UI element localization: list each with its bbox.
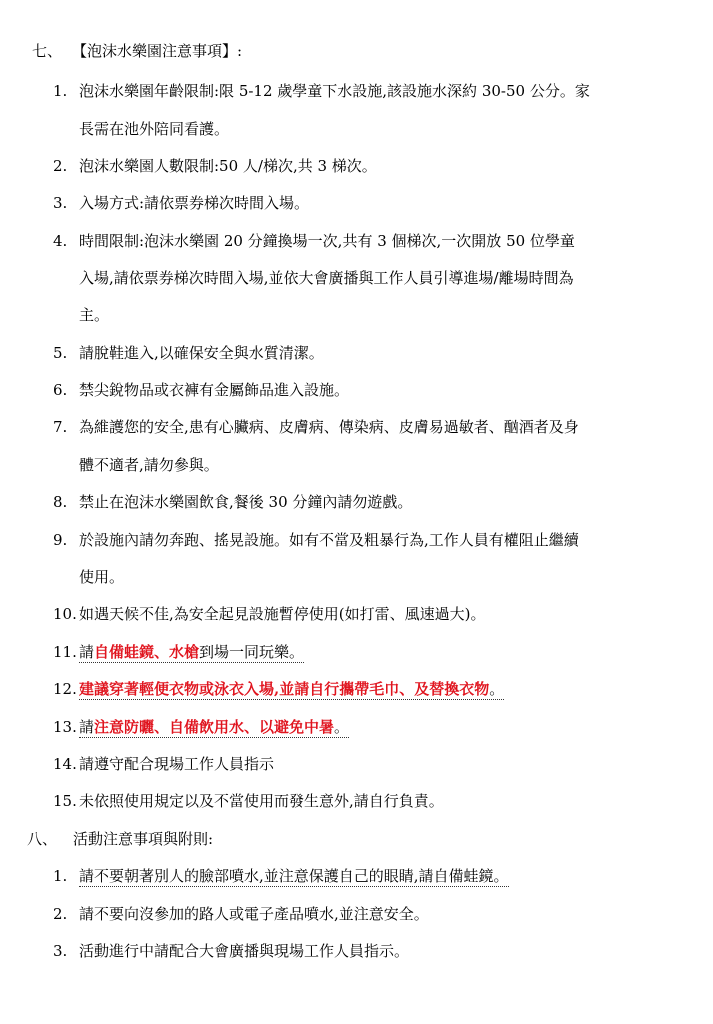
highlighted-text: 請注意防曬、自備飲用水、以避免中暑。: [79, 718, 350, 736]
list-item: 2. 泡沫水樂園人數限制:50 人/梯次,共 3 梯次。: [53, 157, 377, 175]
list-item: 5. 請脫鞋進入,以確保安全與水質清潔。: [53, 344, 324, 362]
highlighted-text: 建議穿著輕便衣物或泳衣入場,並請自行攜帶毛巾、及替換衣物。: [79, 680, 505, 698]
list-item: 1. 泡沫水樂園年齡限制:限 5-12 歲學童下水設施,該設施水深約 30-50 公分。家: [53, 82, 590, 100]
section-8-heading: [27, 829, 213, 849]
highlighted-text: 請自備蛙鏡、水槍到場一同玩樂。: [79, 643, 305, 661]
list-item: 6. 禁尖銳物品或衣褲有金屬飾品進入設施。: [53, 381, 350, 399]
section-7-heading: [32, 41, 242, 61]
highlighted-text: 請不要朝著別人的臉部噴水,並注意保護自己的眼睛,請自備蛙鏡。: [79, 867, 509, 885]
list-item: 4. 時間限制:泡沫水樂園 20 分鐘換場一次,共有 3 個梯次,一次開放 50 位學童: [53, 232, 575, 250]
list-item: 12. 建議穿著輕便衣物或泳衣入場,並請自行攜帶毛巾、及替換衣物。: [53, 680, 505, 698]
list-item: 15. 未依照使用規定以及不當使用而發生意外,請自行負責。: [53, 792, 444, 810]
list-item: 2. 請不要向沒參加的路人或電子產品噴水,並注意安全。: [53, 905, 429, 923]
emphasis-text: 注意防曬、自備飲用水、以避免中暑: [94, 718, 335, 736]
section-number: 八、: [27, 830, 58, 848]
list-item-continuation: 體不適者,請勿參與。: [79, 456, 219, 474]
emphasis-text: 自備蛙鏡、水槍: [94, 643, 200, 661]
list-item-continuation: 入場,請依票券梯次時間入場,並依大會廣播與工作人員引導進場/離場時間為: [79, 269, 574, 287]
list-item-continuation: 長需在池外陪同看護。: [79, 120, 230, 138]
list-item-continuation: 主。: [79, 306, 110, 324]
section-number: 七、: [32, 42, 63, 60]
list-item: 8. 禁止在泡沫水樂園飲食,餐後 30 分鐘內請勿遊戲。: [53, 493, 413, 511]
list-item: 7. 為維護您的安全,患有心臟病、皮膚病、傳染病、皮膚易過敏者、酗酒者及身: [53, 418, 579, 436]
list-item: 14. 請遵守配合現場工作人員指示: [53, 755, 275, 773]
list-item: 1. 請不要朝著別人的臉部噴水,並注意保護自己的眼睛,請自備蛙鏡。: [53, 867, 509, 885]
section-title: 活動注意事項與附則:: [73, 830, 214, 848]
list-item: 3. 入場方式:請依票券梯次時間入場。: [53, 194, 310, 212]
list-item: 13. 請注意防曬、自備飲用水、以避免中暑。: [53, 718, 350, 736]
emphasis-text: 建議穿著輕便衣物或泳衣入場,並請自行攜帶毛巾、及替換衣物: [79, 680, 490, 698]
list-item: 3. 活動進行中請配合大會廣播與現場工作人員指示。: [53, 942, 410, 960]
list-item: 10. 如遇天候不佳,為安全起見設施暫停使用(如打雷、風速過大)。: [53, 605, 486, 623]
list-item: 9. 於設施內請勿奔跑、搖晃設施。如有不當及粗暴行為,工作人員有權阻止繼續: [53, 531, 579, 549]
list-item: 11. 請自備蛙鏡、水槍到場一同玩樂。: [53, 643, 305, 661]
list-item-continuation: 使用。: [79, 568, 125, 586]
section-title: 【泡沫水樂園注意事項】:: [72, 42, 243, 60]
